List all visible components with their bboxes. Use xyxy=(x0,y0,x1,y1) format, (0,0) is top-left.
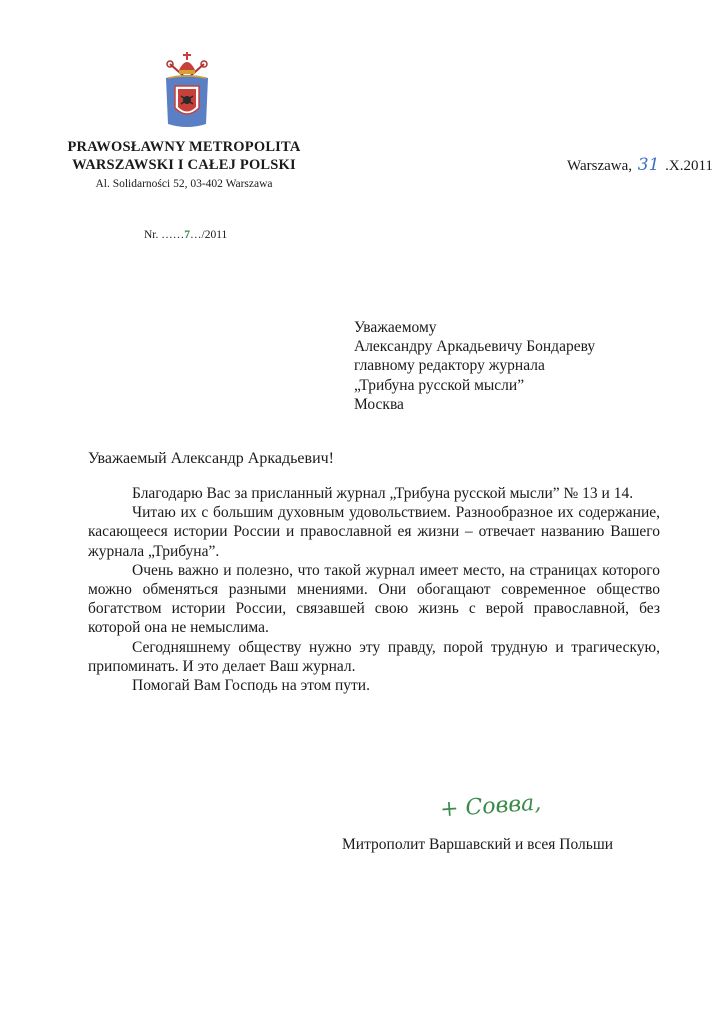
date-day-handwritten: 31 xyxy=(637,155,660,175)
outgoing-number-prefix: Nr. …… xyxy=(144,229,185,241)
letter-date xyxy=(567,155,713,175)
addressee-line: Уважаемому xyxy=(354,319,437,336)
letter-body xyxy=(88,484,660,695)
handwritten-signature: + Совва, xyxy=(439,790,542,823)
body-paragraph: Помогай Вам Господь на этом пути. xyxy=(132,677,370,695)
body-paragraph: Читаю их с большим духовным удовольствием. Разнообразное их содержание, касающееся истории России и православной ея жизни – отвечает названию Вашего журнала „Трибуна”. xyxy=(88,504,660,560)
addressee-line: Москва xyxy=(354,395,404,413)
body-paragraph: Благодарю Вас за присланный журнал „Трибуна русской мысли” № 13 и 14. xyxy=(132,485,634,502)
body-paragraph: Очень важно и полезно, что такой журнал имеет место, на страницах которого можно обменяться разными мнениями. Они обогащают современное общество богатством истории России, связавшей свою жизнь с верой православной, без которой она не немыслима. xyxy=(88,561,660,637)
outgoing-number-handwritten: 7 xyxy=(184,229,190,241)
date-city: Warszawa, xyxy=(567,158,633,174)
addressee-line: „Трибуна русской мысли” xyxy=(354,376,525,394)
letterhead xyxy=(60,138,308,192)
addressee-line: Александру Аркадьевичу Бондареву xyxy=(354,338,596,356)
salutation: Уважаемый Александр Аркадьевич! xyxy=(88,450,334,467)
addressee-line: главному редактору журнала xyxy=(354,357,545,375)
metropolitan-coat-of-arms-icon xyxy=(162,50,212,130)
org-address: Al. Solidarności 52, 03-402 Warszawa xyxy=(95,178,273,190)
org-name-line-1: PRAWOSŁAWNY METROPOLITA xyxy=(67,139,301,155)
outgoing-number xyxy=(144,229,227,241)
org-name-line-2: WARSZAWSKI I CAŁEJ POLSKI xyxy=(72,157,296,173)
signer-title: Митрополит Варшавский и всея Польши xyxy=(342,836,614,853)
outgoing-number-suffix: …/2011 xyxy=(190,229,228,241)
body-paragraph: Сегодняшнему обществу нужно эту правду, порой трудную и трагическую, припоминать. И это делает Ваш журнал. xyxy=(88,638,660,675)
addressee-block xyxy=(354,318,595,414)
date-month-year: .X.2011 xyxy=(665,158,713,174)
